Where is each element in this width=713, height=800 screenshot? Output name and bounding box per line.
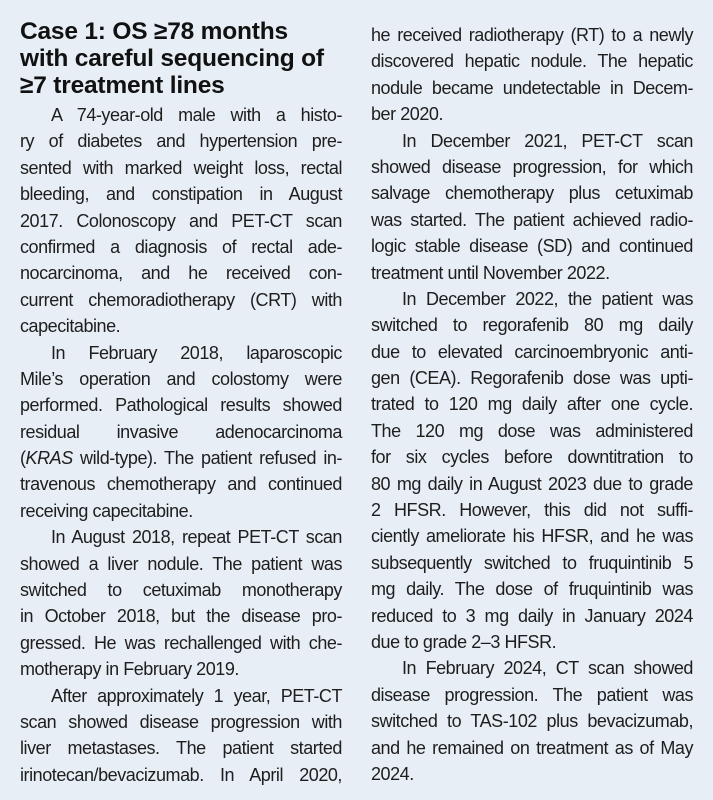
text-line: scan showed disease progression with: [20, 711, 342, 732]
text-line: discovered hepatic nodule. The hepatic: [371, 51, 693, 72]
text-line: current chemoradiotherapy (CRT) with: [20, 289, 342, 310]
paragraph: [20, 102, 342, 340]
paragraph: [20, 340, 342, 525]
text-line: sented with marked weight loss, rectal: [20, 157, 342, 178]
text-line: In February 2018, laparoscopic: [51, 342, 342, 363]
text-line: in October 2018, but the disease pro-: [20, 606, 342, 627]
left-body-text: [20, 102, 342, 788]
text-line: gressed. He was rechallenged with che-: [20, 632, 342, 653]
text-line: showed disease progression, for which: [371, 156, 693, 177]
text-segment: (: [20, 448, 26, 469]
paragraph: [371, 286, 693, 655]
text-line: Mile’s operation and colostomy were: [20, 368, 342, 389]
text-line: nocarcinoma, and he received con-: [20, 263, 342, 284]
text-line: nodule became undetectable in Decem-: [371, 77, 693, 98]
text-line: logic stable disease (SD) and continued: [371, 236, 693, 257]
text-line: In December 2022, the patient was: [402, 288, 693, 309]
text-line: 2017. Colonoscopy and PET-CT scan: [20, 210, 342, 231]
text-line: and he remained on treatment as of May: [371, 737, 693, 758]
text-line: The 120 mg dose was administered: [371, 420, 693, 441]
case-heading: [20, 18, 342, 99]
text-line: bleeding, and constipation in August: [20, 184, 342, 205]
text-line: 80 mg daily in August 2023 due to grade: [371, 473, 693, 494]
text-line: treatment until November 2022.: [371, 262, 610, 283]
text-line: A 74-year-old male with a histo-: [51, 105, 342, 125]
text-line: trated to 120 mg daily after one cycle.: [371, 394, 693, 415]
paragraph: [371, 22, 693, 128]
text-line: was started. The patient achieved radio-: [371, 209, 693, 230]
text-line: salvage chemotherapy plus cetuximab: [371, 183, 693, 204]
text-line: irinotecan/bevacizumab. In April 2020,: [20, 764, 342, 785]
heading-line: ≥7 treatment lines: [20, 72, 225, 99]
text-line: switched to TAS-102 plus bevacizumab,: [371, 711, 693, 732]
text-line: capecitabine.: [20, 316, 121, 337]
text-line: travenous chemotherapy and continued: [20, 474, 342, 495]
paragraph: [371, 655, 693, 787]
text-line: switched to cetuximab monotherapy: [20, 580, 342, 601]
paragraph: [20, 683, 342, 789]
text-line: receiving capecitabine.: [20, 500, 193, 521]
left-column: [20, 18, 342, 788]
text-line: In February 2024, CT scan showed: [402, 658, 693, 679]
text-line: ciently ameliorate his HFSR, and he was: [371, 526, 693, 547]
paragraph: [371, 128, 693, 286]
text-line: disease progression. The patient was: [371, 684, 693, 705]
text-line: In December 2021, PET-CT scan: [402, 130, 693, 151]
text-line: [20, 445, 342, 471]
heading-line: Case 1: OS ≥78 months: [20, 18, 288, 45]
text-line: due to elevated carcinoembryonic anti-: [371, 341, 693, 362]
text-line: subsequently switched to fruquintinib 5: [371, 552, 693, 573]
text-line: 2024.: [371, 763, 414, 784]
right-column: [371, 22, 693, 787]
text-line: After approximately 1 year, PET-CT: [51, 685, 342, 706]
text-line: liver metastases. The patient started: [20, 738, 342, 759]
right-body-text: [371, 22, 693, 787]
text-line: residual invasive adenocarcinoma: [20, 421, 342, 442]
text-line: confirmed a diagnosis of rectal ade-: [20, 236, 342, 257]
gene-name: KRAS: [25, 448, 73, 469]
text-line: ry of diabetes and hypertension pre-: [20, 131, 342, 152]
text-line: motherapy in February 2019.: [20, 659, 239, 680]
text-line: 2 HFSR. However, this did not suffi-: [371, 500, 693, 521]
text-line: mg daily. The dose of fruquintinib was: [371, 579, 693, 600]
text-line: In August 2018, repeat PET-CT scan: [51, 527, 342, 548]
paragraph: [20, 524, 342, 682]
text-line: reduced to 3 mg daily in January 2024: [371, 605, 693, 626]
text-line: gen (CEA). Regorafenib dose was upti-: [371, 368, 693, 389]
text-line: for six cycles before downtitration to: [371, 447, 693, 468]
heading-line: with careful sequencing of: [20, 45, 324, 72]
text-line: performed. Pathological results showed: [20, 395, 342, 416]
text-segment: wild-type). The patient refused in-: [72, 448, 342, 469]
text-line: ber 2020.: [371, 104, 444, 125]
text-line: switched to regorafenib 80 mg daily: [371, 315, 693, 336]
text-line: he received radiotherapy (RT) to a newly: [371, 25, 693, 45]
text-line: showed a liver nodule. The patient was: [20, 553, 342, 574]
text-line: due to grade 2–3 HFSR.: [371, 631, 557, 652]
